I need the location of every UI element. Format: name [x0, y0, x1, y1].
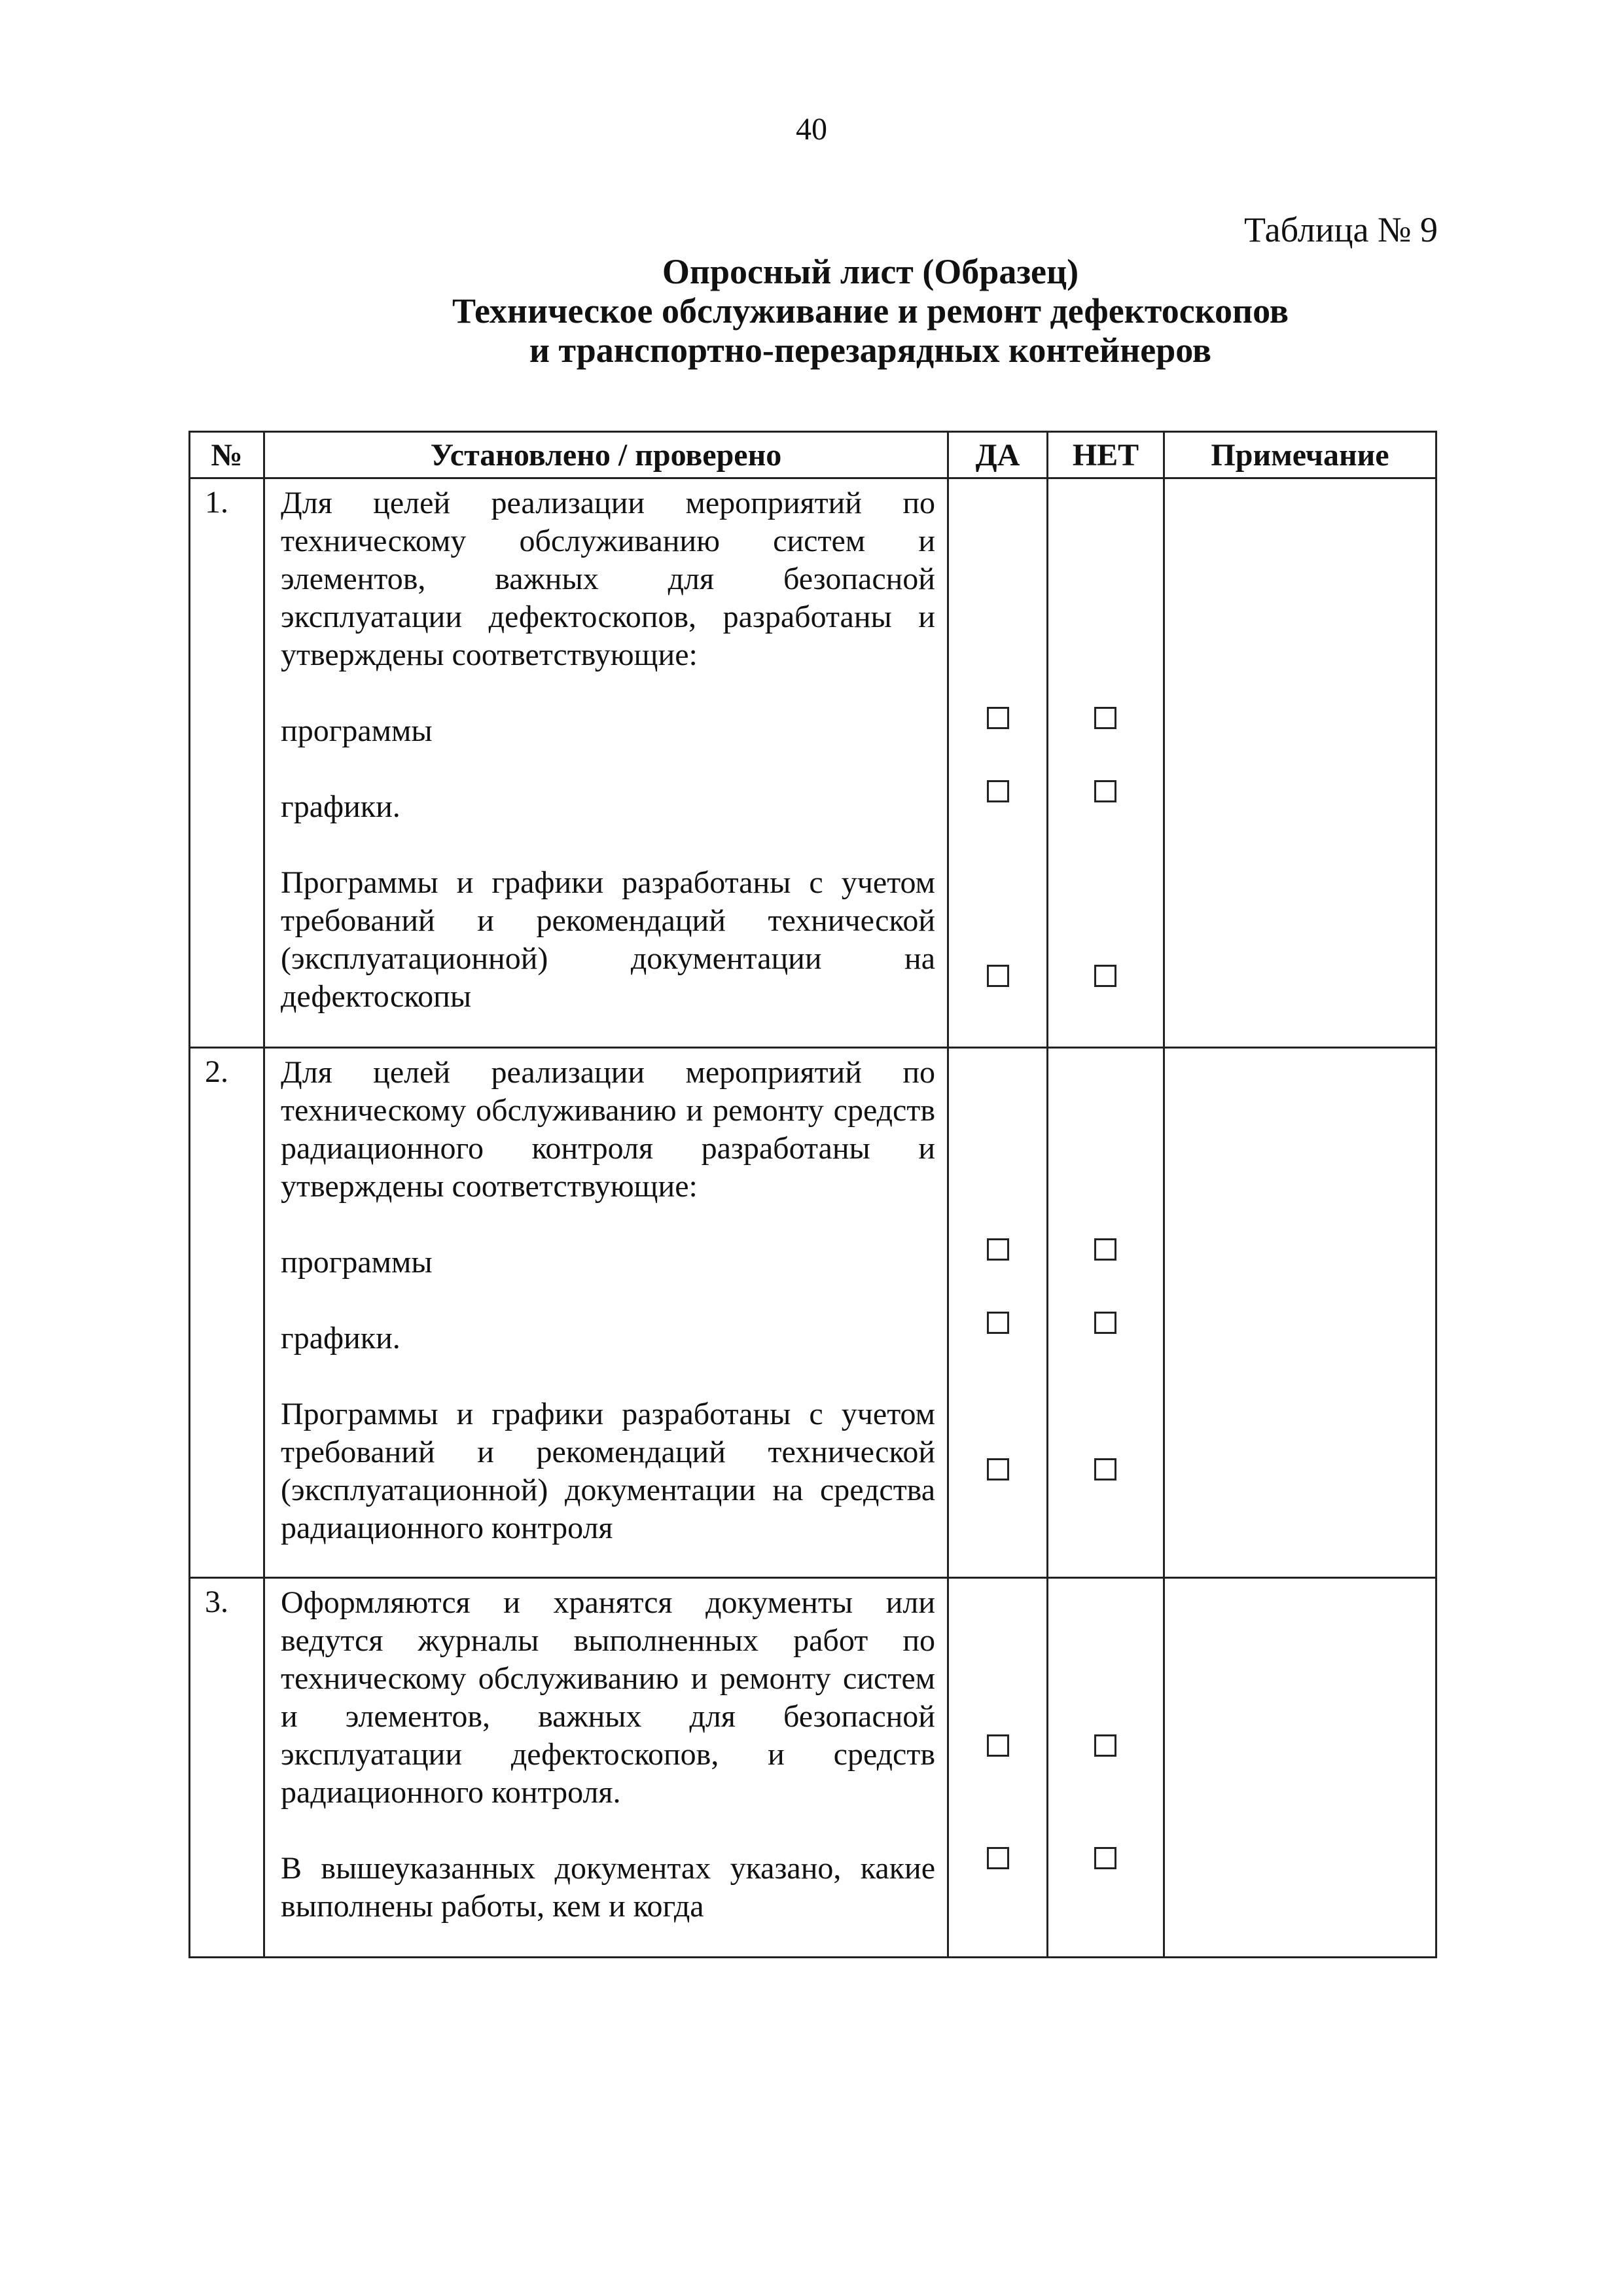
- header-yes: ДА: [948, 432, 1048, 478]
- no-checkbox[interactable]: [1094, 780, 1116, 802]
- row-number: 3.: [190, 1578, 264, 1958]
- row-item: программы: [281, 1245, 433, 1280]
- note-cell: [1164, 478, 1436, 1048]
- no-checkbox[interactable]: [1094, 707, 1116, 729]
- yes-checkbox[interactable]: [987, 1458, 1009, 1480]
- yes-checkbox[interactable]: [987, 1312, 1009, 1334]
- title-line-3: и транспортно-перезарядных контейнеров: [529, 331, 1212, 370]
- no-checkbox[interactable]: [1094, 965, 1116, 987]
- yes-column-cell: [948, 1578, 1048, 1958]
- no-checkbox[interactable]: [1094, 1458, 1116, 1480]
- row-item: графики.: [281, 1321, 401, 1355]
- table-row: [190, 1578, 1436, 1958]
- title-line-1: Опросный лист (Образец): [662, 252, 1079, 291]
- yes-checkbox[interactable]: [987, 965, 1009, 987]
- header-no: НЕТ: [1048, 432, 1164, 478]
- row-intro: Для целей реализации мероприятий по техническому обслуживанию и ремонту средств радиационного контроля разработаны и утверждены соответствующие:: [281, 1055, 935, 1204]
- header-note: Примечание: [1164, 432, 1436, 478]
- yes-checkbox[interactable]: [987, 1238, 1009, 1261]
- yes-column-cell: [948, 1048, 1048, 1578]
- row-number: 1.: [190, 478, 264, 1048]
- row-content: [264, 1578, 948, 1958]
- no-checkbox[interactable]: [1094, 1734, 1116, 1757]
- row-content: [264, 478, 948, 1048]
- row-item: программы: [281, 713, 433, 748]
- yes-column-cell: [948, 478, 1048, 1048]
- no-checkbox[interactable]: [1094, 1238, 1116, 1261]
- title-line-2: Техническое обслуживание и ремонт дефектоскопов: [452, 291, 1289, 331]
- table-label: Таблица № 9: [1244, 210, 1438, 249]
- table-row: [190, 1048, 1436, 1578]
- document-title: [0, 252, 1623, 370]
- yes-checkbox[interactable]: [987, 1734, 1009, 1757]
- note-cell: [1164, 1578, 1436, 1958]
- row-number: 2.: [190, 1048, 264, 1578]
- no-checkbox[interactable]: [1094, 1312, 1116, 1334]
- page-number: 40: [796, 112, 827, 147]
- row-item: Программы и графики разработаны с учетом требований и рекомендаций технической (эксплуатационной) документации на дефектоскопы: [281, 865, 935, 1014]
- yes-checkbox[interactable]: [987, 707, 1009, 729]
- table-row: [190, 478, 1436, 1048]
- header-checked: Установлено / проверено: [264, 432, 948, 478]
- header-num: №: [190, 432, 264, 478]
- header-row: [190, 432, 1436, 478]
- row-item: Программы и графики разработаны с учетом требований и рекомендаций технической (эксплуатационной) документации на средства радиационного контроля: [281, 1397, 935, 1545]
- row-intro: Для целей реализации мероприятий по техническому обслуживанию систем и элементов, важных для безопасной эксплуатации дефектоскопов, разработаны и утверждены соответствующие:: [281, 486, 935, 672]
- no-column-cell: [1048, 1578, 1164, 1958]
- yes-checkbox[interactable]: [987, 1847, 1009, 1869]
- row-item: Оформляются и хранятся документы или ведутся журналы выполненных работ по техническому обслуживанию и ремонту систем и элементов, важных для безопасной эксплуатации дефектоскопов, и средств радиационного контроля.: [281, 1585, 935, 1810]
- no-column-cell: [1048, 1048, 1164, 1578]
- questionnaire-table: [188, 431, 1437, 1958]
- no-column-cell: [1048, 478, 1164, 1048]
- row-content: [264, 1048, 948, 1578]
- yes-checkbox[interactable]: [987, 780, 1009, 802]
- note-cell: [1164, 1048, 1436, 1578]
- row-item: В вышеуказанных документах указано, какие выполнены работы, кем и когда: [281, 1851, 935, 1924]
- no-checkbox[interactable]: [1094, 1847, 1116, 1869]
- row-item: графики.: [281, 789, 401, 824]
